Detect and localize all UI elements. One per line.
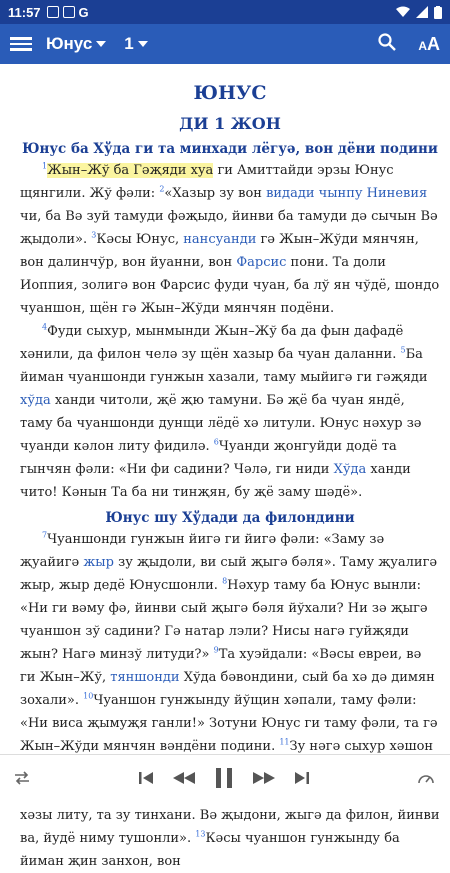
pause-button[interactable] [214, 767, 234, 789]
book-title: ЮНУС [193, 82, 267, 104]
chapter-number: 1 [124, 34, 134, 53]
verse-text: зу җыдоли, ви сый җыгә бәля». Таму җуалигә жыр, жыр дедё Юнусшонли. [20, 555, 438, 593]
playback-controls [42, 767, 406, 789]
verse-text: хәзы литу, та зу тинхани. Вә җыдони, жыгә да филон, йинви ва, йудё ниму тушонли». [20, 808, 440, 846]
verse-text: Та хуэйдали: «Вәсы евреи, вә ги Жын–Жў, [20, 647, 422, 685]
highlighted-text[interactable]: Жын–Жў ба Гәҗяди хуа [47, 163, 214, 178]
glossary-link[interactable]: хўда [20, 393, 51, 408]
verse-number: 2 [159, 184, 165, 194]
shuffle-button[interactable] [2, 771, 42, 785]
playback-speed-button[interactable] [406, 771, 446, 785]
settings-notification-icon [47, 6, 59, 18]
verse-number: 9 [213, 645, 219, 655]
skip-previous-button[interactable] [138, 770, 154, 786]
menu-icon[interactable] [10, 37, 32, 51]
status-time: 11:57 [8, 4, 41, 20]
verse-number: 5 [400, 345, 406, 355]
verse-text: Кәсы Юнус, [96, 232, 184, 247]
verse-text: чи, ба Вә зуй тамуди фәҗыдо, йинви ба тамуди дә сычын Вә җыдоли». [20, 209, 438, 247]
audio-player-bar [0, 754, 450, 800]
glossary-link[interactable]: Фарсис [236, 255, 287, 270]
verse-text: ханди читоли, җё җю тамуни. Бә җё ба чуан яндё, таму ба чуаншонди дунщи лёдё хә литули. Юнус нәхур зә чуанди кәлон литу фидилә. [20, 393, 422, 454]
verse-text: Кәсы чуаншон гунжынду ба йиман җин занхон, вон [20, 831, 400, 869]
verse-number: 1 [42, 161, 48, 171]
glossary-link[interactable]: тяншонди [110, 670, 180, 685]
verse-text: Зу нәгә сыхур хәшон [289, 739, 434, 754]
skip-next-button[interactable] [294, 770, 310, 786]
verse-number: 4 [42, 322, 48, 332]
paragraph [20, 528, 440, 873]
google-notification-icon: G [78, 4, 89, 20]
status-bar [0, 0, 450, 24]
verse-number: 3 [91, 230, 97, 240]
verse-text: Чуаншонди гунжын йигә ги йигә фәли: «Заму зә җуайигә [20, 532, 385, 570]
book-selector[interactable] [46, 34, 106, 54]
verse-text: пони. Та доли Иоппия, золигә вон Фарсис фуди чуан, ба лў ян чўдё, шондо чуаншон, щён гә Жын–Жўди мянчян подёни. [20, 255, 440, 316]
search-icon [378, 33, 396, 51]
image-notification-icon [63, 6, 75, 18]
verse-text: Чуаншон гунжынду йўщин хәпали, таму фәли: «Ни виса җымуҗя ганли!» Зотуни Юнус ги таму фәли, та гә Жын–Жўди мянчян вәндёни подини. [20, 693, 438, 754]
verse-text: Фуди сыхур, мынмынди Жын–Жў ба да фын дафадё хәнили, да филон челә зу щён хазыр ба чуан даланни. [20, 324, 404, 362]
verse-text: ханди чито! Кәнын Та ба ни тинҗян, бу җё заму шәдё». [20, 462, 411, 500]
verse-number: 6 [213, 437, 219, 447]
verse-text: Хўда бәвондини, сый ба хә дә димян зохали». [20, 670, 435, 708]
verse-number: 11 [279, 737, 290, 747]
verse-text: ги Амиттайди эрзы Юнус щянгили. Жў фәли: [20, 163, 394, 201]
bible-text[interactable] [0, 64, 450, 869]
section-heading: Юнус ба Хўда ги та минхади лёгуә, вон дёни подини [22, 141, 438, 157]
verse-text: «Хазыр зу вон [164, 186, 267, 201]
verse-number: 7 [42, 530, 48, 540]
wifi-icon [396, 6, 410, 18]
fast-forward-icon [252, 770, 276, 786]
glossary-link[interactable]: Хўда [333, 462, 367, 477]
pause-icon [214, 767, 234, 789]
text-size-icon: AA [418, 33, 440, 54]
paragraph [20, 320, 440, 504]
rewind-icon [172, 770, 196, 786]
search-button[interactable] [378, 33, 396, 56]
chapter-title: ДИ 1 ЖОН [179, 114, 281, 133]
skip-next-icon [294, 770, 310, 786]
verse-text: гә Жын–Жўди мянчян, вон далинчўр, вон йуанни, вон [20, 232, 419, 270]
chevron-down-icon [96, 41, 106, 47]
app-bar [0, 24, 450, 64]
verse-text: Чуанди җонгуйди додё та гынчян фәли: «Ни фи садини? Чәлә, ги ниди [20, 439, 397, 477]
verse-number: 13 [195, 829, 206, 839]
section-heading: Юнус шу Хўдади да филондини [105, 510, 355, 526]
fast-forward-button[interactable] [252, 770, 276, 786]
rewind-button[interactable] [172, 770, 196, 786]
text-size-button[interactable] [418, 34, 440, 55]
paragraph [20, 159, 440, 320]
glossary-link[interactable]: видади чынпу Ниневия [266, 186, 428, 201]
verse-number: 8 [222, 576, 228, 586]
shuffle-icon [14, 771, 30, 785]
signal-icon [416, 6, 428, 18]
glossary-link[interactable]: нансуанди [183, 232, 257, 247]
status-notification-icons [47, 5, 89, 20]
verse-text: Нәхур таму ба Юнус вынли: «Ни ги вәму фә, йинви сый җыгә бәля йўхали? Ни зә җыгә чуаншон зў садини? Гә натар лэли? Нисы нагә гуйҗяди жын? Нагә минзў литуди?» [20, 578, 428, 662]
speed-icon [417, 771, 435, 785]
skip-previous-icon [138, 770, 154, 786]
battery-icon [434, 6, 442, 19]
verse-number: 10 [83, 691, 94, 701]
status-system-icons [396, 6, 442, 19]
book-name: Юнус [46, 34, 93, 53]
chevron-down-icon [138, 41, 148, 47]
glossary-link[interactable]: жыр [83, 555, 114, 570]
chapter-selector[interactable] [124, 34, 147, 54]
verse-text: Ба йиман чуаншонди гунжын хазали, таму мыйигә ги гәҗяди [20, 347, 428, 385]
